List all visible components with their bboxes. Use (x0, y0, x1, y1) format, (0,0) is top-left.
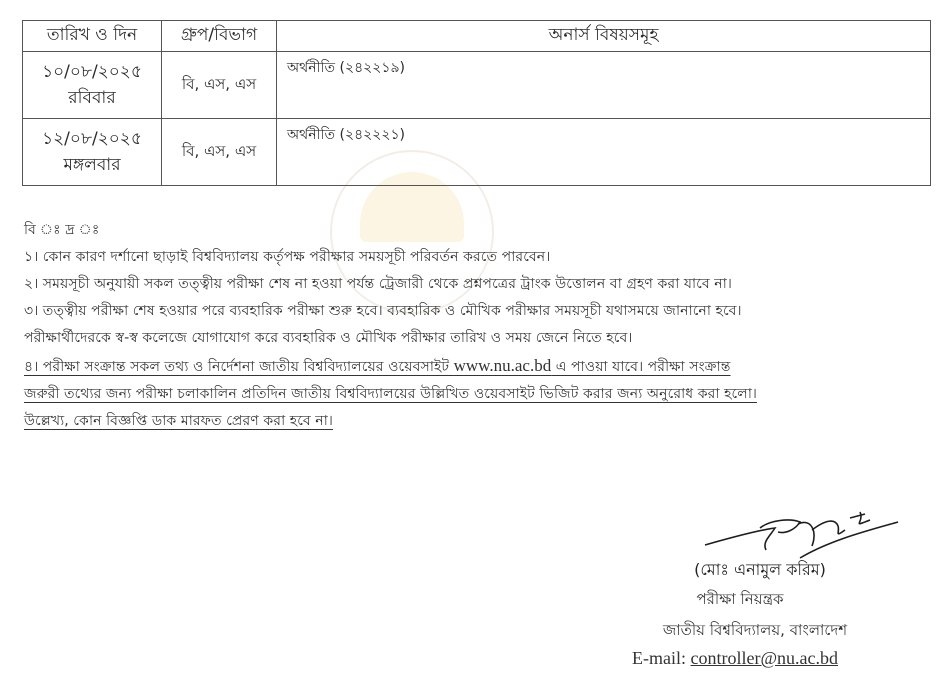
notes-heading: বি ঃ দ্র ঃ (24, 222, 100, 238)
header-date-day: তারিখ ও দিন (23, 21, 162, 52)
signatory-name: (মোঃ এনামুল করিম) (694, 560, 826, 579)
table-row (23, 119, 931, 186)
email-label: E-mail: (632, 648, 691, 668)
date-cell (23, 119, 162, 186)
signatory-title: পরীক্ষা নিয়ন্ত্রক (696, 590, 784, 608)
exam-day: রবিবার (68, 88, 116, 108)
email-link[interactable]: controller@nu.ac.bd (690, 648, 839, 668)
exam-day: মঙ্গলবার (63, 155, 121, 175)
note-1: ১। কোন কারণ দর্শানো ছাড়াই বিশ্ববিদ্যালয় কর্তৃপক্ষ পরীক্ষার সময়সূচী পরিবর্তন করতে পারবেন। (24, 249, 551, 265)
note-4 (24, 352, 934, 381)
exam-date: ১২/০৮/২০২৫ (42, 129, 142, 149)
notes-section (24, 217, 934, 435)
note-2: ২। সময়সূচী অনুযায়ী সকল তত্ত্বীয় পরীক্ষা শেষ না হওয়া পর্যন্ত ট্রেজারী থেকে প্রশ্নপত্রের ট্রাংক উত্তোলন বা গ্রহণ করা যাবে না। (24, 276, 732, 292)
note-4-text-end: এ পাওয়া যাবে। পরীক্ষা সংক্রান্ত (551, 359, 731, 375)
header-group: গ্রুপ/বিভাগ (162, 21, 277, 52)
note-3-continued: পরীক্ষার্থীদেরকে স্ব-স্ব কলেজে যোগাযোগ করে ব্যবহারিক ও মৌখিক পরীক্ষার তারিখ ও সময় জেনে নিতে হবে। (24, 330, 633, 346)
signatory-organization: জাতীয় বিশ্ববিদ্যালয়, বাংলাদেশ (662, 621, 848, 639)
group-cell: বি, এস, এস (162, 52, 277, 119)
website-link[interactable]: www.nu.ac.bd (453, 356, 552, 375)
table-header-row (23, 21, 931, 52)
signature-icon (700, 500, 900, 560)
signatory-email (632, 648, 892, 669)
note-3: ৩। তত্ত্বীয় পরীক্ষা শেষ হওয়ার পরে ব্যবহারিক পরীক্ষা শুরু হবে। ব্যবহারিক ও মৌখিক পরীক্ষার সময়সূচী যথাসময়ে জানানো হবে। (24, 303, 742, 319)
note-4-text: ৪। পরীক্ষা সংক্রান্ত সকল তথ্য ও নির্দেশনা জাতীয় বিশ্ববিদ্যালয়ের ওয়েবসাইট (24, 359, 454, 375)
group-cell: বি, এস, এস (162, 119, 277, 186)
note-4-line-3: উল্লেখ্য, কোন বিজ্ঞপ্তি ডাক মারফত প্রেরণ করা হবে না। (24, 413, 333, 429)
subject-cell: অর্থনীতি (২৪২২২১) (277, 119, 931, 186)
note-4-line-2: জরুরী তথ্যের জন্য পরীক্ষা চলাকালিন প্রতিদিন জাতীয় বিশ্ববিদ্যালয়ের উল্লিখিত ওয়েবসাইট ভিজিট করার জন্য অনুরোধ করা হলো। (24, 386, 758, 402)
table-row (23, 52, 931, 119)
exam-date: ১০/০৮/২০২৫ (42, 62, 142, 82)
exam-schedule-table (22, 20, 931, 186)
subject-cell: অর্থনীতি (২৪২২১৯) (277, 52, 931, 119)
header-subjects: অনার্স বিষয়সমূহ (277, 21, 931, 52)
date-cell (23, 52, 162, 119)
